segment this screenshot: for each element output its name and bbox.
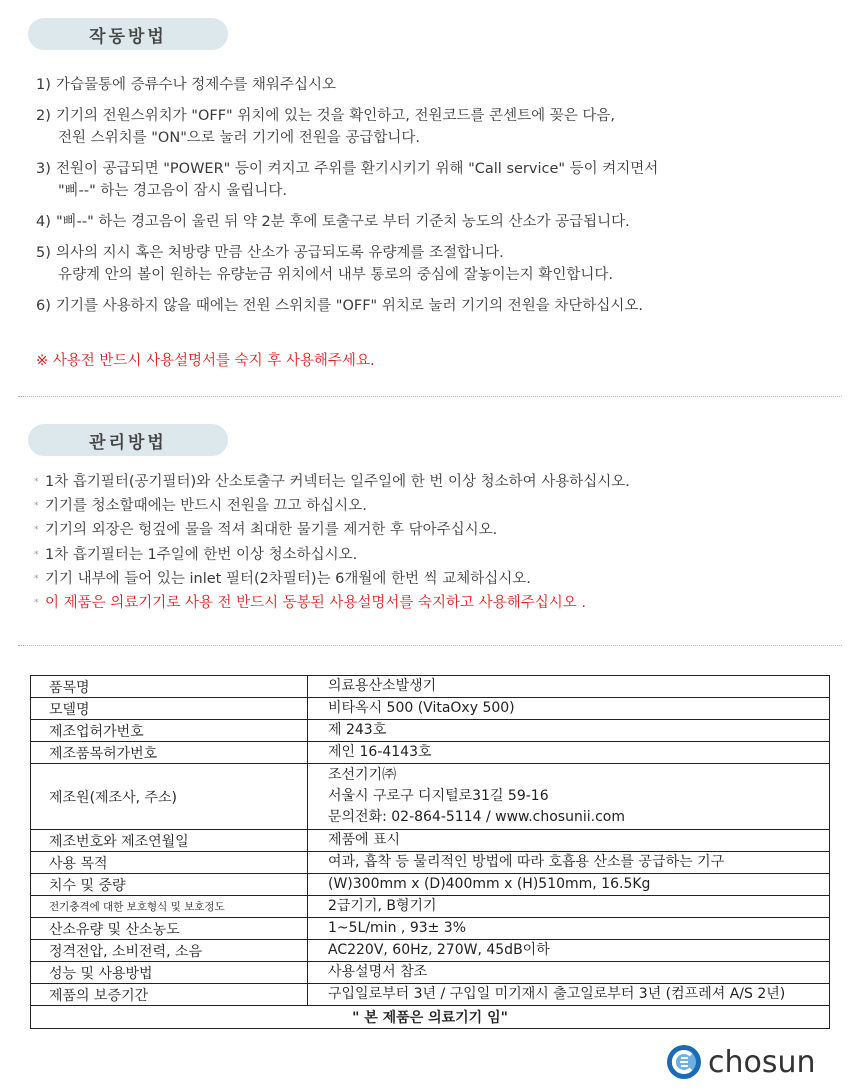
spec-row (31, 764, 830, 830)
spec-key: 사용 목적 (31, 852, 308, 874)
spec-row (31, 720, 830, 742)
step-line: 전원 스위치를 "ON"으로 눌러 기기에 전원을 공급합니다. (58, 130, 421, 146)
step-text (56, 105, 836, 149)
spec-key: 제조번호와 제조연월일 (31, 830, 308, 852)
operation-step (36, 295, 836, 317)
step-text (56, 158, 836, 202)
spec-footer-row (31, 1006, 830, 1029)
bullet-icon: * (34, 573, 39, 584)
step-line: 기기의 전원스위치가 "OFF" 위치에 있는 것을 확인하고, 전원코드를 콘센트에 꽂은 다음, (56, 108, 615, 124)
step-line: 전원이 공급되면 "POWER" 등이 켜지고 주위를 환기시키기 위해 "Call service" 등이 켜지면서 (56, 161, 659, 177)
spec-key: 제품의 보증기간 (31, 984, 308, 1006)
care-item (34, 494, 844, 518)
step-number: 3) (36, 161, 51, 177)
chosun-logo-icon (666, 1044, 702, 1080)
operation-warning: ※ 사용전 반드시 사용설명서를 숙지 후 사용해주세요. (36, 353, 375, 369)
bullet-icon: * (34, 597, 39, 608)
spec-value-line: 제품에 표시 (328, 832, 401, 848)
spec-value-line: (W)300mm x (D)400mm x (H)510mm, 16.5Kg (328, 876, 651, 892)
spec-value (308, 852, 830, 874)
operation-step (36, 242, 836, 286)
care-item-text: 이 제품은 의료기기로 사용 전 반드시 동봉된 사용설명서를 숙지하고 사용해주십시오 . (45, 594, 586, 611)
spec-value (308, 874, 830, 896)
care-item-text: 1차 흡기필터(공기필터)와 산소토출구 커넥터는 일주일에 한 번 이상 청소하여 사용하십시오. (45, 474, 630, 490)
step-text (56, 295, 836, 317)
step-line: 기기를 사용하지 않을 때에는 전원 스위치를 "OFF" 위치로 눌러 기기의 전원을 차단하십시오. (56, 298, 643, 314)
step-text (56, 74, 836, 96)
care-item-text: 1차 흡기필터는 1주일에 한번 이상 청소하십시오. (45, 546, 358, 563)
spec-value-line: 의료용산소발생기 (328, 678, 437, 694)
divider (18, 396, 842, 397)
spec-value (308, 676, 830, 698)
step-text (56, 242, 836, 286)
spec-value-line: 문의전화: 02-864-5114 / www.chosunii.com (328, 809, 625, 825)
spec-value (308, 830, 830, 852)
care-item-text: 기기를 청소할때에는 반드시 전원을 끄고 하십시오. (45, 498, 367, 515)
spec-key: 모델명 (31, 698, 308, 720)
spec-key: 치수 및 중량 (31, 874, 308, 896)
care-item (34, 470, 844, 494)
spec-value-line: AC220V, 60Hz, 270W, 45dB이하 (328, 942, 550, 958)
care-item (34, 591, 844, 615)
spec-value-line: 비타옥시 500 (VitaOxy 500) (328, 700, 515, 716)
step-number: 4) (36, 214, 51, 230)
spec-value-line: 서울시 구로구 디지털로31길 59-16 (328, 788, 549, 804)
spec-value-line: 여과, 흡착 등 물리적인 방법에 따라 호흡용 산소를 공급하는 기구 (328, 854, 725, 870)
step-number: 2) (36, 108, 51, 124)
spec-key: 정격전압, 소비전력, 소음 (31, 940, 308, 962)
step-text (56, 211, 836, 233)
spec-row (31, 962, 830, 984)
spec-value (308, 698, 830, 720)
step-line: "삐--" 하는 경고음이 잠시 울립니다. (58, 183, 287, 199)
step-number: 5) (36, 245, 51, 261)
spec-value (308, 742, 830, 764)
spec-table (30, 675, 830, 1029)
spec-row (31, 918, 830, 940)
spec-key: 산소유량 및 산소농도 (31, 918, 308, 940)
spec-value-line: 조선기기㈜ (328, 767, 397, 783)
operation-step (36, 105, 836, 149)
operation-steps (36, 74, 836, 326)
step-line: 가습물통에 증류수나 정제수를 채워주십시오 (56, 77, 336, 93)
spec-row (31, 742, 830, 764)
step-line: 의사의 지시 혹은 처방량 만큼 산소가 공급되도록 유량계를 조절합니다. (56, 245, 504, 261)
step-number: 6) (36, 298, 51, 314)
spec-value-line: 구입일로부터 3년 / 구입일 미기재시 출고일로부터 3년 (컴프레셔 A/S 2년) (328, 986, 786, 1002)
care-item (34, 518, 844, 542)
spec-value (308, 984, 830, 1006)
spec-key: 성능 및 사용방법 (31, 962, 308, 984)
spec-key: 제조원(제조사, 주소) (31, 764, 308, 830)
operation-title: 작동방법 (28, 18, 228, 50)
spec-key: 제조품목허가번호 (31, 742, 308, 764)
spec-footer: " 본 제품은 의료기기 임" (31, 1006, 830, 1029)
operation-step (36, 74, 836, 96)
spec-row (31, 984, 830, 1006)
spec-value (308, 918, 830, 940)
care-item-text: 기기의 외장은 헝겊에 물을 적셔 최대한 물기를 제거한 후 닦아주십시오. (45, 522, 498, 539)
spec-row (31, 874, 830, 896)
bullet-icon: * (34, 501, 39, 512)
care-item (34, 543, 844, 567)
spec-value-line: 제 243호 (328, 722, 387, 738)
spec-row (31, 940, 830, 962)
operation-step (36, 211, 836, 233)
care-title: 관리방법 (28, 424, 228, 456)
care-item-text: 기기 내부에 들어 있는 inlet 필터(2차필터)는 6개월에 한번 씩 교체하십시오. (45, 570, 531, 587)
bullet-icon: * (34, 549, 39, 560)
spec-value (308, 962, 830, 984)
spec-row (31, 698, 830, 720)
step-number: 1) (36, 77, 51, 93)
spec-value-line: 1~5L/min , 93± 3% (328, 920, 467, 936)
bullet-icon: * (34, 477, 39, 487)
step-line: "삐--" 하는 경고음이 울린 뒤 약 2분 후에 토출구로 부터 기준치 농도의 산소가 공급됩니다. (56, 214, 630, 230)
spec-row (31, 676, 830, 698)
spec-value (308, 940, 830, 962)
spec-value-line: 2급기기, B형기기 (328, 898, 437, 914)
divider (18, 645, 842, 646)
step-line: 유량계 안의 볼이 원하는 유량눈금 위치에서 내부 통로의 중심에 잘놓이는지 확인합니다. (58, 267, 613, 283)
care-item (34, 567, 844, 591)
spec-value (308, 764, 830, 830)
spec-row (31, 830, 830, 852)
spec-value (308, 720, 830, 742)
spec-row (31, 896, 830, 918)
spec-value-line: 제인 16-4143호 (328, 744, 432, 760)
spec-key: 품목명 (31, 676, 308, 698)
chosun-logo (666, 1044, 816, 1080)
spec-key: 전기충격에 대한 보호형식 및 보호정도 (31, 896, 308, 918)
spec-key: 제조업허가번호 (31, 720, 308, 742)
logo-wordmark: chosun (708, 1044, 816, 1080)
operation-step (36, 158, 836, 202)
care-list (34, 470, 844, 615)
spec-row (31, 852, 830, 874)
spec-value-line: 사용설명서 참조 (328, 964, 428, 980)
spec-value (308, 896, 830, 918)
bullet-icon: * (34, 525, 39, 536)
